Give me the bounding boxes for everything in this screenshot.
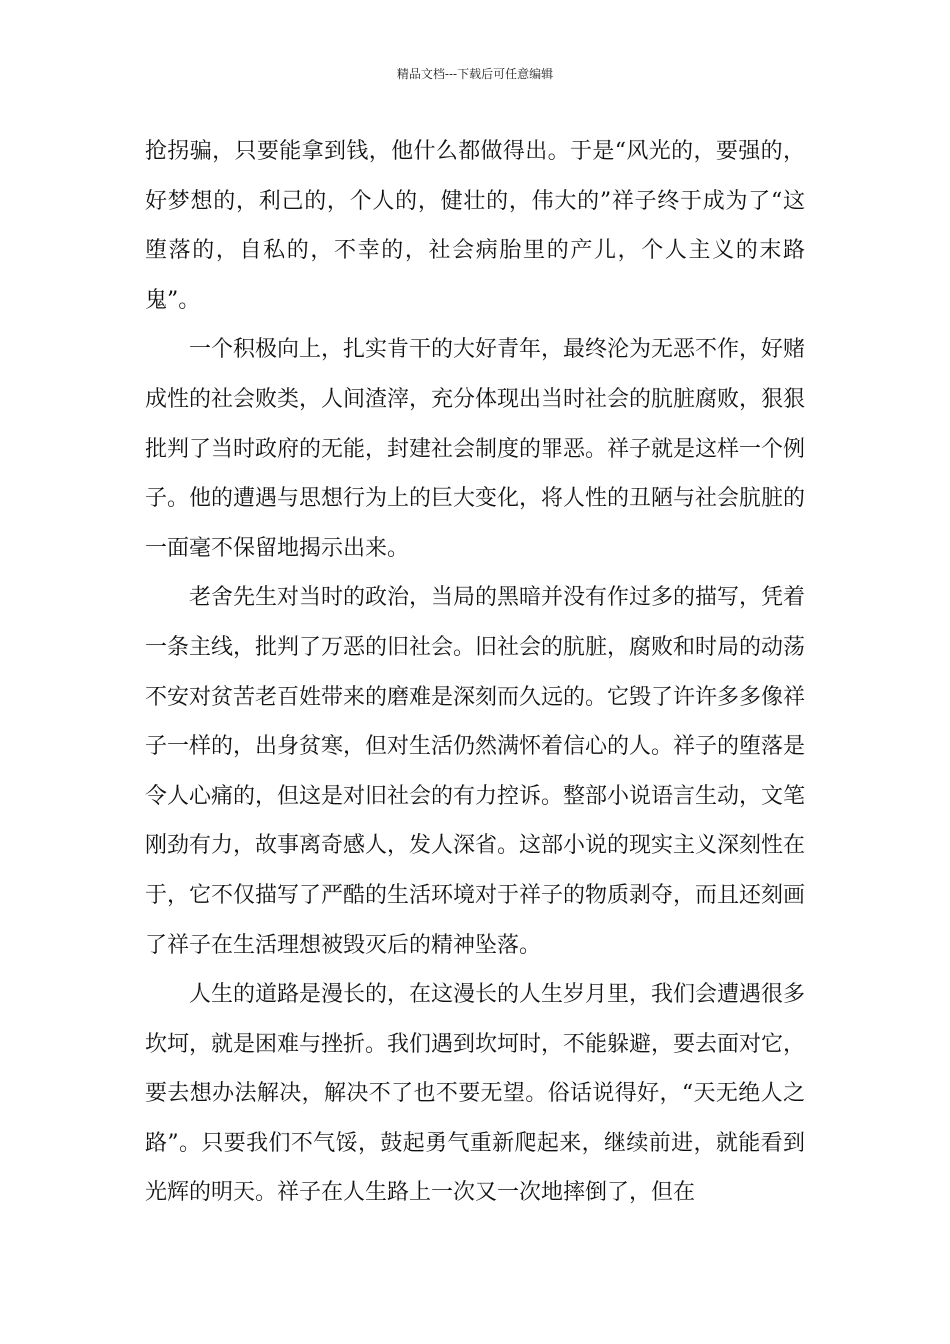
page-header: 精品文档---下载后可任意编辑 xyxy=(396,67,554,81)
paragraph-4: 人生的道路是漫长的，在这漫长的人生岁月里，我们会遭遇很多坎坷，就是困难与挫折。我们遇到坎坷时，不能躲避，要去面对它，要去想办法解决，解决不了也不要无望。俗话说得好，“天无绝人之路”。只要我们不气馁，鼓起勇气重新爬起来，继续前进，就能看到光辉的明天。祥子在人生路上一次又一次地摔倒了，但在 xyxy=(145,982,806,1206)
paragraph-3: 老舍先生对当时的政治，当局的黑暗并没有作过多的描写，凭着一条主线，批判了万恶的旧社会。旧社会的肮脏，腐败和时局的动荡不安对贫苦老百姓带来的磨难是深刻而久远的。它毁了许许多多像祥子一样的，出身贫寒，但对生活仍然满怀着信心的人。祥子的堕落是令人心痛的，但这是对旧社会的有力控诉。整部小说语言生动，文笔刚劲有力，故事离奇感人，发人深省。这部小说的现实主义深刻性在于，它不仅描写了严酷的生活环境对于祥子的物质剥夺，而且还刻画了祥子在生活理想被毁灭后的精神坠落。 xyxy=(145,585,806,958)
document-body xyxy=(145,127,805,1218)
paragraph-1: 抢拐骗，只要能拿到钱，他什么都做得出。于是“风光的，要强的，好梦想的，利己的，个人的，健壮的，伟大的”祥子终于成为了“这堕落的，自私的，不幸的，社会病胎里的产儿，个人主义的末路鬼”。 xyxy=(145,139,805,313)
paragraph-2: 一个积极向上，扎实肯干的大好青年，最终沦为无恶不作，好赌成性的社会败类，人间渣滓，充分体现出当时社会的肮脏腐败，狠狠批判了当时政府的无能，封建社会制度的罪恶。祥子就是这样一个例子。他的遭遇与思想行为上的巨大变化，将人性的丑陋与社会肮脏的一面毫不保留地揭示出来。 xyxy=(145,337,806,561)
